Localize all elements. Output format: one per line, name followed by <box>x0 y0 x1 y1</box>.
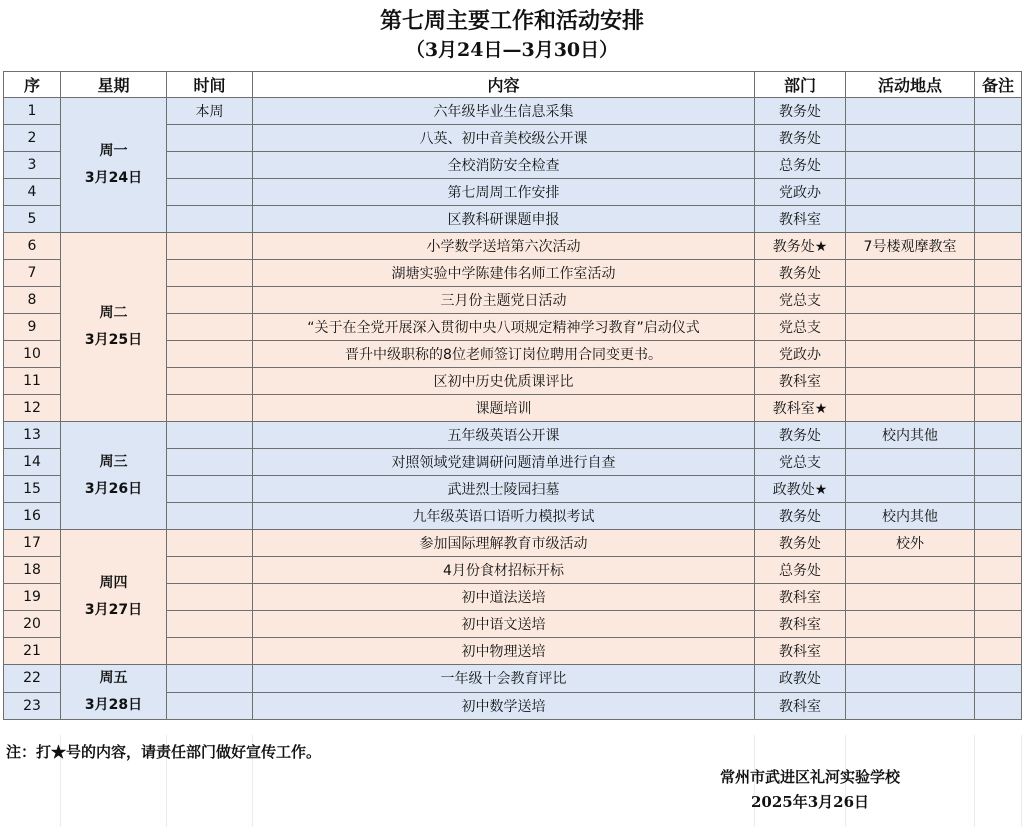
note-cell <box>975 395 1022 422</box>
seq-cell: 3 <box>4 152 61 179</box>
content-cell: 4月份食材招标开标 <box>253 557 755 584</box>
content-cell: 八英、初中音美校级公开课 <box>253 125 755 152</box>
content-cell: 初中数学送培 <box>253 692 755 720</box>
dept-cell: 教科室 <box>755 584 846 611</box>
note-cell <box>975 206 1022 233</box>
seq-cell: 7 <box>4 260 61 287</box>
seq-cell: 6 <box>4 233 61 260</box>
dept-cell: 党总支 <box>755 287 846 314</box>
place-cell <box>846 395 975 422</box>
place-cell <box>846 206 975 233</box>
dept-cell: 党总支 <box>755 314 846 341</box>
time-cell <box>167 368 253 395</box>
date-label: 3月27日 <box>84 602 143 618</box>
time-cell <box>167 665 253 693</box>
dept-cell: 教科室★ <box>755 395 846 422</box>
time-cell <box>167 152 253 179</box>
place-cell <box>846 638 975 665</box>
dept-cell: 党政办 <box>755 179 846 206</box>
place-cell <box>846 179 975 206</box>
dept-cell: 教务处 <box>755 503 846 530</box>
note-cell <box>975 179 1022 206</box>
time-cell <box>167 125 253 152</box>
dept-cell: 教科室 <box>755 611 846 638</box>
dept-cell: 政教处 <box>755 665 846 693</box>
dept-cell: 总务处 <box>755 152 846 179</box>
place-cell <box>846 341 975 368</box>
seq-cell: 20 <box>4 611 61 638</box>
place-cell <box>846 368 975 395</box>
seq-cell: 1 <box>4 98 61 125</box>
note-cell <box>975 584 1022 611</box>
seq-cell: 8 <box>4 287 61 314</box>
dept-cell: 总务处 <box>755 557 846 584</box>
dept-cell: 教科室 <box>755 638 846 665</box>
content-cell: 五年级英语公开课 <box>253 422 755 449</box>
seq-cell: 10 <box>4 341 61 368</box>
seq-cell: 14 <box>4 449 61 476</box>
seq-cell: 18 <box>4 557 61 584</box>
dept-cell: 党总支 <box>755 449 846 476</box>
seq-cell: 13 <box>4 422 61 449</box>
dept-cell: 教科室 <box>755 692 846 720</box>
time-cell <box>167 692 253 720</box>
weekday-cell <box>61 665 167 720</box>
table-row <box>4 233 1022 260</box>
place-cell: 校内其他 <box>846 503 975 530</box>
place-cell <box>846 557 975 584</box>
col-header-place: 活动地点 <box>846 72 975 98</box>
note-cell <box>975 260 1022 287</box>
time-cell <box>167 557 253 584</box>
content-cell: 区初中历史优质课评比 <box>253 368 755 395</box>
dept-cell: 政教处★ <box>755 476 846 503</box>
note-cell <box>975 125 1022 152</box>
place-cell <box>846 449 975 476</box>
content-cell: 六年级毕业生信息采集 <box>253 98 755 125</box>
time-cell <box>167 314 253 341</box>
time-cell <box>167 233 253 260</box>
content-cell: 三月份主题党日活动 <box>253 287 755 314</box>
schedule-table <box>3 71 1022 720</box>
dept-cell: 教务处 <box>755 422 846 449</box>
note-cell <box>975 665 1022 693</box>
table-row <box>4 422 1022 449</box>
place-cell <box>846 611 975 638</box>
place-cell: 7号楼观摩教室 <box>846 233 975 260</box>
dept-cell: 教务处 <box>755 530 846 557</box>
dept-cell: 教科室 <box>755 368 846 395</box>
time-cell <box>167 638 253 665</box>
seq-cell: 2 <box>4 125 61 152</box>
page-title: 第七周主要工作和活动安排 <box>379 8 644 34</box>
content-cell: 课题培训 <box>253 395 755 422</box>
col-header-seq: 序 <box>4 72 61 98</box>
table-row <box>4 530 1022 557</box>
seq-cell: 17 <box>4 530 61 557</box>
page-subtitle: （3月24日—3月30日） <box>405 39 619 61</box>
content-cell: 参加国际理解教育市级活动 <box>253 530 755 557</box>
col-header-note: 备注 <box>975 72 1022 98</box>
dept-cell: 教务处★ <box>755 233 846 260</box>
time-cell <box>167 260 253 287</box>
note-cell <box>975 503 1022 530</box>
content-cell: 第七周周工作安排 <box>253 179 755 206</box>
content-cell: 初中物理送培 <box>253 638 755 665</box>
col-header-dept: 部门 <box>755 72 846 98</box>
place-cell: 校外 <box>846 530 975 557</box>
content-cell: 全校消防安全检查 <box>253 152 755 179</box>
content-cell: “关于在全党开展深入贯彻中央八项规定精神学习教育”启动仪式 <box>253 314 755 341</box>
note-cell <box>975 530 1022 557</box>
table-row <box>4 665 1022 693</box>
time-cell <box>167 341 253 368</box>
note-cell <box>975 476 1022 503</box>
dept-cell: 教务处 <box>755 125 846 152</box>
date-label: 3月26日 <box>84 480 143 497</box>
time-cell <box>167 206 253 233</box>
weekday-label: 周五 <box>99 670 128 686</box>
content-cell: 区教科研课题申报 <box>253 206 755 233</box>
time-cell <box>167 611 253 638</box>
note-cell <box>975 449 1022 476</box>
place-cell <box>846 584 975 611</box>
time-cell <box>167 476 253 503</box>
note-cell <box>975 287 1022 314</box>
dept-cell: 教务处 <box>755 260 846 287</box>
seq-cell: 5 <box>4 206 61 233</box>
date-label: 3月25日 <box>84 332 143 348</box>
time-cell <box>167 179 253 206</box>
content-cell: 九年级英语口语听力模拟考试 <box>253 503 755 530</box>
table-header-row <box>4 72 1022 98</box>
time-cell <box>167 449 253 476</box>
note-cell <box>975 638 1022 665</box>
time-cell: 本周 <box>167 98 253 125</box>
content-cell: 初中语文送培 <box>253 611 755 638</box>
note-cell <box>975 557 1022 584</box>
note-cell <box>975 368 1022 395</box>
time-cell <box>167 395 253 422</box>
place-cell <box>846 287 975 314</box>
date-label: 3月24日 <box>84 170 143 186</box>
col-header-weekday: 星期 <box>61 72 167 98</box>
time-cell <box>167 287 253 314</box>
col-header-time: 时间 <box>167 72 253 98</box>
seq-cell: 11 <box>4 368 61 395</box>
date-label: 3月28日 <box>84 697 143 713</box>
content-cell: 一年级十会教育评比 <box>253 665 755 693</box>
sign-date: 2025年3月26日 <box>750 793 870 811</box>
note-cell <box>975 233 1022 260</box>
seq-cell: 12 <box>4 395 61 422</box>
seq-cell: 16 <box>4 503 61 530</box>
note-cell <box>975 152 1022 179</box>
weekday-cell <box>61 98 167 233</box>
place-cell <box>846 314 975 341</box>
weekday-cell <box>61 530 167 665</box>
weekday-label: 周四 <box>99 575 128 591</box>
table-row <box>4 98 1022 125</box>
seq-cell: 23 <box>4 692 61 720</box>
weekday-label: 周三 <box>99 453 128 470</box>
seq-cell: 22 <box>4 665 61 693</box>
place-cell <box>846 152 975 179</box>
note-cell <box>975 314 1022 341</box>
content-cell: 湖塘实验中学陈建伟名师工作室活动 <box>253 260 755 287</box>
content-cell: 武进烈士陵园扫墓 <box>253 476 755 503</box>
time-cell <box>167 530 253 557</box>
place-cell <box>846 125 975 152</box>
note-cell <box>975 692 1022 720</box>
note-cell <box>975 341 1022 368</box>
seq-cell: 9 <box>4 314 61 341</box>
note-cell <box>975 422 1022 449</box>
note-cell <box>975 98 1022 125</box>
place-cell <box>846 98 975 125</box>
dept-cell: 教务处 <box>755 98 846 125</box>
weekday-label: 周二 <box>99 305 128 321</box>
weekday-label: 周一 <box>99 143 128 159</box>
content-cell: 晋升中级职称的8位老师签订岗位聘用合同变更书。 <box>253 341 755 368</box>
place-cell <box>846 476 975 503</box>
school-name: 常州市武进区礼河实验学校 <box>719 768 900 786</box>
seq-cell: 19 <box>4 584 61 611</box>
dept-cell: 党政办 <box>755 341 846 368</box>
footnote: 注：打★号的内容，请责任部门做好宣传工作。 <box>6 743 322 761</box>
col-header-content: 内容 <box>253 72 755 98</box>
place-cell <box>846 260 975 287</box>
seq-cell: 15 <box>4 476 61 503</box>
content-cell: 小学数学送培第六次活动 <box>253 233 755 260</box>
seq-cell: 21 <box>4 638 61 665</box>
content-cell: 对照领域党建调研问题清单进行自查 <box>253 449 755 476</box>
time-cell <box>167 422 253 449</box>
dept-cell: 教科室 <box>755 206 846 233</box>
time-cell <box>167 584 253 611</box>
content-cell: 初中道法送培 <box>253 584 755 611</box>
seq-cell: 4 <box>4 179 61 206</box>
place-cell <box>846 665 975 693</box>
place-cell: 校内其他 <box>846 422 975 449</box>
place-cell <box>846 692 975 720</box>
weekday-cell <box>61 233 167 422</box>
weekday-cell <box>61 422 167 530</box>
note-cell <box>975 611 1022 638</box>
time-cell <box>167 503 253 530</box>
